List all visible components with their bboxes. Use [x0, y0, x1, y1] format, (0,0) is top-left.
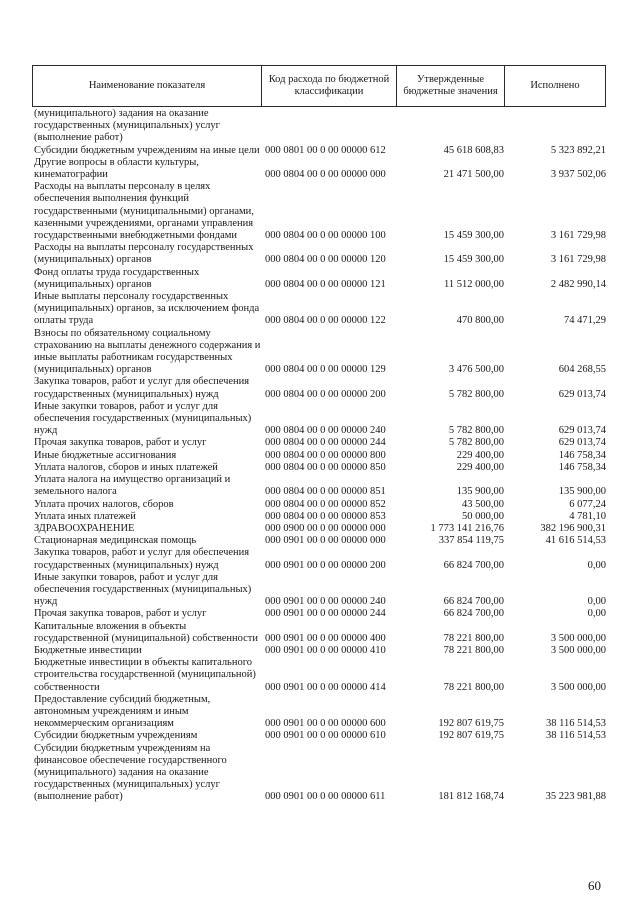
- row-approved: 66 824 700,00: [443, 596, 504, 608]
- row-approved: 1 773 141 216,76: [430, 522, 504, 534]
- row-code: 000 0901 00 0 00 00000 610: [265, 730, 386, 742]
- row-approved: 181 812 168,74: [438, 791, 504, 803]
- row-executed: 135 900,00: [558, 486, 606, 498]
- row-code: 000 0804 00 0 00 00000 129: [265, 364, 386, 376]
- table-row: [32, 511, 606, 523]
- table-row: [32, 157, 606, 181]
- row-executed: 5 323 892,21: [550, 144, 606, 156]
- table-row: [32, 474, 606, 498]
- table-row: [32, 608, 606, 620]
- table-row: [32, 450, 606, 462]
- row-name: Иные закупки товаров, работ и услуг для обеспечения государственных (муниципальных) нужд: [34, 400, 252, 437]
- row-name: ЗДРАВООХРАНЕНИЕ: [34, 522, 135, 534]
- row-approved: 78 221 800,00: [443, 632, 504, 644]
- row-approved: 66 824 700,00: [443, 559, 504, 571]
- header-approved: Утвержденные бюджетные значения: [397, 66, 505, 106]
- table-row: [32, 145, 606, 157]
- header-executed: Исполнено: [530, 80, 580, 91]
- row-code: 000 0804 00 0 00 00000 120: [265, 254, 386, 266]
- row-executed: 629 013,74: [558, 437, 606, 449]
- row-code: 000 0804 00 0 00 00000 852: [265, 498, 386, 510]
- row-approved: 21 471 500,00: [443, 169, 504, 181]
- row-approved: 78 221 800,00: [443, 644, 504, 656]
- row-approved: 50 000,00: [462, 510, 504, 522]
- table-row: [32, 462, 606, 474]
- row-name: Уплата иных платежей: [34, 510, 136, 522]
- table-row: [32, 572, 606, 609]
- row-name: Субсидии бюджетным учреждениям на иные цели: [34, 144, 260, 156]
- row-code: 000 0804 00 0 00 00000 121: [265, 278, 386, 290]
- table-row: [32, 376, 606, 400]
- row-code: 000 0804 00 0 00 00000 244: [265, 437, 386, 449]
- row-code: 000 0901 00 0 00 00000 400: [265, 632, 386, 644]
- row-executed: 41 616 514,53: [545, 535, 606, 547]
- row-approved: 15 459 300,00: [443, 230, 504, 242]
- row-code: 000 0901 00 0 00 00000 410: [265, 644, 386, 656]
- table-row: [32, 499, 606, 511]
- row-name: Стационарная медицинская помощь: [34, 535, 197, 547]
- row-approved: 43 500,00: [462, 498, 504, 510]
- row-approved: 337 854 119,75: [438, 535, 504, 547]
- row-code: 000 0804 00 0 00 00000 850: [265, 461, 386, 473]
- row-executed: 35 223 981,88: [545, 791, 606, 803]
- table-body: [32, 108, 606, 804]
- row-executed: 629 013,74: [558, 425, 606, 437]
- row-executed: 3 500 000,00: [550, 632, 606, 644]
- row-executed: 6 077,24: [569, 498, 606, 510]
- row-approved: 229 400,00: [456, 449, 504, 461]
- table-header: [32, 65, 606, 107]
- row-name: Иные закупки товаров, работ и услуг для обеспечения государственных (муниципальных) нужд: [34, 571, 252, 608]
- row-executed: 4 781,10: [569, 510, 606, 522]
- row-name: Субсидии бюджетным учреждениям на финансовое обеспечение государственного (муниципального) задания на оказание государственных (муниципальных) услуг (выполнение работ): [34, 742, 227, 803]
- row-executed: 0,00: [587, 608, 606, 620]
- row-executed: 629 013,74: [558, 388, 606, 400]
- row-name: Капитальные вложения в объекты государственной (муниципальной) собственности: [34, 620, 259, 644]
- table-row: [32, 743, 606, 804]
- table-row: [32, 267, 606, 291]
- row-approved: 11 512 000,00: [444, 278, 504, 290]
- table-row: [32, 181, 606, 242]
- row-approved: 192 807 619,75: [438, 730, 504, 742]
- table-row: [32, 730, 606, 742]
- table-row: [32, 437, 606, 449]
- row-executed: 3 937 502,06: [550, 169, 606, 181]
- table-row: [32, 242, 606, 266]
- row-code: 000 0901 00 0 00 00000 414: [265, 681, 386, 693]
- row-name: Предоставление субсидий бюджетным, автономным учреждениям и иным некоммерческим организациям: [34, 693, 211, 730]
- page-number: 60: [588, 878, 601, 893]
- header-code: Код расхода по бюджетной классификации: [262, 66, 397, 106]
- row-executed: 2 482 990,14: [550, 278, 606, 290]
- row-executed: 3 500 000,00: [550, 644, 606, 656]
- row-approved: 3 476 500,00: [448, 364, 504, 376]
- row-approved: 470 800,00: [456, 315, 504, 327]
- row-code: 000 0901 00 0 00 00000 240: [265, 596, 386, 608]
- row-name: Прочая закупка товаров, работ и услуг: [34, 437, 207, 449]
- row-executed: 3 161 729,98: [550, 254, 606, 266]
- row-approved: 192 807 619,75: [438, 718, 504, 730]
- row-executed: 146 758,34: [558, 449, 606, 461]
- table-row: [32, 401, 606, 438]
- row-executed: 0,00: [587, 596, 606, 608]
- row-executed: 38 116 514,53: [546, 730, 606, 742]
- row-code: 000 0804 00 0 00 00000 853: [265, 510, 386, 522]
- row-approved: 45 618 608,83: [443, 144, 504, 156]
- row-approved: 66 824 700,00: [443, 608, 504, 620]
- table-row: [32, 694, 606, 731]
- row-name: Прочая закупка товаров, работ и услуг: [34, 608, 207, 620]
- row-name: Уплата налогов, сборов и иных платежей: [34, 461, 218, 473]
- row-name: Уплата налога на имущество организаций и земельного налога: [34, 474, 231, 498]
- row-code: 000 0804 00 0 00 00000 851: [265, 486, 386, 498]
- row-code: 000 0804 00 0 00 00000 200: [265, 388, 386, 400]
- table-row: [32, 291, 606, 328]
- table-row: [32, 657, 606, 694]
- row-name: (муниципального) задания на оказание государственных (муниципальных) услуг (выполнение работ): [34, 108, 220, 144]
- row-executed: 3 161 729,98: [550, 230, 606, 242]
- row-code: 000 0801 00 0 00 00000 612: [265, 144, 386, 156]
- row-executed: 74 471,29: [564, 315, 606, 327]
- row-executed: 38 116 514,53: [546, 718, 606, 730]
- row-name: Бюджетные инвестиции в объекты капитального строительства государственной (муниципальной) собственности: [34, 657, 256, 693]
- row-approved: 78 221 800,00: [443, 681, 504, 693]
- row-name: Взносы по обязательному социальному страхованию на выплаты денежного содержания и иные выплаты работникам государственных (муниципальных) органов: [34, 327, 261, 376]
- row-name: Бюджетные инвестиции: [34, 644, 142, 656]
- row-code: 000 0804 00 0 00 00000 800: [265, 449, 386, 461]
- row-name: Закупка товаров, работ и услуг для обеспечения государственных (муниципальных) нужд: [34, 547, 250, 571]
- table-row: [32, 547, 606, 571]
- row-approved: 5 782 800,00: [448, 425, 504, 437]
- row-approved: 5 782 800,00: [448, 388, 504, 400]
- row-approved: 229 400,00: [456, 461, 504, 473]
- table-row: [32, 645, 606, 657]
- row-executed: 604 268,55: [558, 364, 606, 376]
- row-name: Расходы на выплаты персоналу государственных (муниципальных) органов: [34, 242, 254, 266]
- row-name: Субсидии бюджетным учреждениям: [34, 730, 198, 742]
- row-approved: 5 782 800,00: [448, 437, 504, 449]
- table-row: [32, 535, 606, 547]
- row-name: Расходы на выплаты персоналу в целях обеспечения выполнения функций государственными (муниципальными) органами, казенными учреждениями, органами управления государственными внебюджетными фондами: [34, 181, 254, 242]
- row-code: 000 0901 00 0 00 00000 244: [265, 608, 386, 620]
- row-code: 000 0900 00 0 00 00000 000: [265, 522, 386, 534]
- row-executed: 382 196 900,31: [540, 522, 606, 534]
- row-code: 000 0901 00 0 00 00000 000: [265, 535, 386, 547]
- table-row: [32, 523, 606, 535]
- row-executed: 3 500 000,00: [550, 681, 606, 693]
- row-name: Иные выплаты персоналу государственных (муниципальных) органов, за исключением фонда оплаты труда: [34, 291, 260, 327]
- row-name: Фонд оплаты труда государственных (муниципальных) органов: [34, 266, 200, 290]
- row-name: Уплата прочих налогов, сборов: [34, 498, 174, 510]
- row-code: 000 0804 00 0 00 00000 000: [265, 169, 386, 181]
- header-name: Наименование показателя: [33, 66, 262, 106]
- row-approved: 135 900,00: [456, 486, 504, 498]
- row-executed: 0,00: [587, 559, 606, 571]
- table-row: [32, 108, 606, 145]
- table-row: [32, 328, 606, 377]
- table-row: [32, 621, 606, 645]
- row-name: Закупка товаров, работ и услуг для обеспечения государственных (муниципальных) нужд: [34, 376, 250, 400]
- row-executed: 146 758,34: [558, 461, 606, 473]
- row-code: 000 0804 00 0 00 00000 122: [265, 315, 386, 327]
- row-code: 000 0804 00 0 00 00000 240: [265, 425, 386, 437]
- row-code: 000 0901 00 0 00 00000 611: [265, 791, 386, 803]
- row-code: 000 0901 00 0 00 00000 200: [265, 559, 386, 571]
- row-code: 000 0804 00 0 00 00000 100: [265, 230, 386, 242]
- row-code: 000 0901 00 0 00 00000 600: [265, 718, 386, 730]
- row-approved: 15 459 300,00: [443, 254, 504, 266]
- row-name: Другие вопросы в области культуры, кинематографии: [34, 156, 199, 181]
- row-name: Иные бюджетные ассигнования: [34, 449, 177, 461]
